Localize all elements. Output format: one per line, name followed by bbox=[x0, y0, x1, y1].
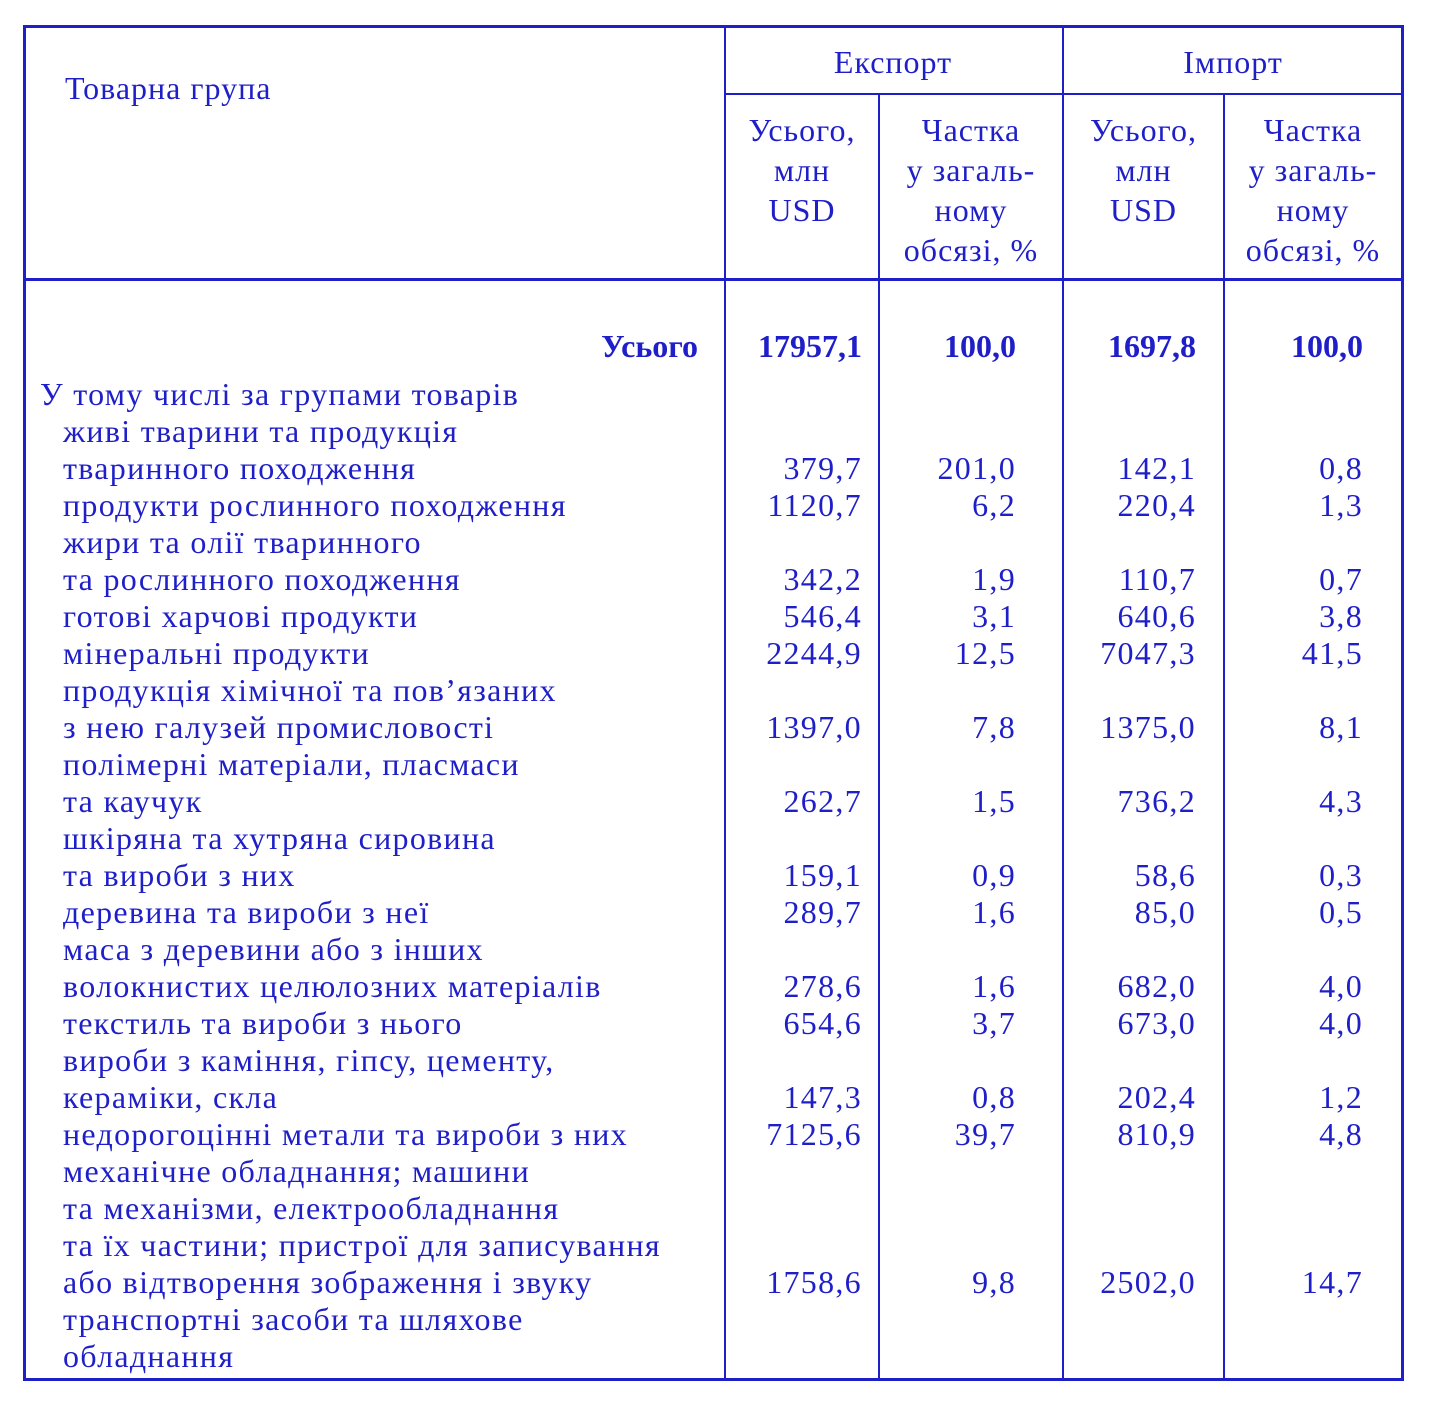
import-total-cell: 640,6 bbox=[1117, 598, 1196, 634]
table-row bbox=[26, 1301, 1401, 1375]
table-row bbox=[26, 746, 1401, 820]
row-label-line: механічне обладнання; машини bbox=[63, 1153, 531, 1189]
table-row bbox=[26, 894, 1401, 931]
header-line: Частка bbox=[1263, 112, 1363, 148]
export-total-cell: 147,3 bbox=[783, 1079, 862, 1115]
import-total-cell: 110,7 bbox=[1118, 561, 1196, 597]
header-line: млн bbox=[773, 152, 831, 188]
export-total-cell: 278,6 bbox=[783, 968, 862, 1004]
row-label-line: шкіряна та хутряна сировина bbox=[63, 820, 496, 856]
import-total-cell: 58,6 bbox=[1134, 857, 1196, 893]
row-label-line: деревина та вироби з неї bbox=[63, 894, 430, 930]
export-total-cell: 289,7 bbox=[783, 894, 862, 930]
export-total-cell: 7125,6 bbox=[766, 1116, 862, 1152]
total-export-value: 17957,1 bbox=[758, 328, 862, 364]
header-line: ному bbox=[934, 192, 1008, 228]
header-import-total bbox=[1064, 110, 1223, 230]
import-total-cell: 202,4 bbox=[1117, 1079, 1196, 1115]
body-rows bbox=[26, 376, 1401, 1375]
import-total-cell: 810,9 bbox=[1117, 1116, 1196, 1152]
table-row bbox=[26, 1153, 1401, 1301]
row-label-line: або відтворення зображення і звуку bbox=[63, 1264, 593, 1300]
import-share-cell: 0,3 bbox=[1319, 857, 1363, 893]
export-total-cell: 546,4 bbox=[783, 598, 862, 634]
total-import-value: 1697,8 bbox=[1108, 328, 1196, 364]
export-total-cell: 159,1 bbox=[783, 857, 862, 893]
import-total-cell: 1375,0 bbox=[1100, 709, 1196, 745]
import-share-cell: 3,8 bbox=[1319, 598, 1363, 634]
import-share-cell: 0,7 bbox=[1319, 561, 1363, 597]
row-label-line: з нею галузей промисловості bbox=[63, 709, 495, 745]
table-row bbox=[26, 413, 1401, 487]
row-label-line: полімерні матеріали, пласмаси bbox=[63, 746, 520, 782]
export-share-cell: 1,5 bbox=[972, 783, 1016, 819]
export-share-cell: 1,6 bbox=[972, 894, 1016, 930]
total-export-share: 100,0 bbox=[944, 328, 1016, 364]
export-total-cell: 1397,0 bbox=[766, 709, 862, 745]
header-import-share bbox=[1225, 110, 1401, 270]
row-label-line: та вироби з них bbox=[63, 857, 296, 893]
import-share-cell: 4,8 bbox=[1319, 1116, 1363, 1152]
export-share-cell: 3,7 bbox=[972, 1005, 1016, 1041]
row-label-line: продукція хімічної та пов’язаних bbox=[63, 672, 557, 708]
export-total-cell: 2244,9 bbox=[766, 635, 862, 671]
export-total-cell: 1758,6 bbox=[766, 1264, 862, 1300]
row-label-line: текстиль та вироби з нього bbox=[63, 1005, 463, 1041]
table-row bbox=[26, 1005, 1401, 1042]
table-row bbox=[26, 635, 1401, 672]
trade-table bbox=[23, 25, 1404, 1381]
rows-container bbox=[26, 413, 1401, 1375]
table-row bbox=[26, 931, 1401, 1005]
import-total-cell: 736,2 bbox=[1117, 783, 1196, 819]
export-total-cell: 262,7 bbox=[783, 783, 862, 819]
import-total-cell: 85,0 bbox=[1134, 894, 1196, 930]
row-label-line: транспортні засоби та шляхове bbox=[63, 1301, 524, 1337]
header-line: Усього, bbox=[748, 112, 856, 148]
header-line: обсязі, % bbox=[903, 232, 1039, 268]
row-label-line: мінеральні продукти bbox=[63, 635, 370, 671]
row-label-line: готові харчові продукти bbox=[63, 598, 419, 634]
export-share-cell: 0,9 bbox=[972, 857, 1016, 893]
import-total-cell: 673,0 bbox=[1117, 1005, 1196, 1041]
export-share-cell: 1,9 bbox=[972, 561, 1016, 597]
row-label-line: тваринного походження bbox=[63, 450, 417, 486]
export-total-cell: 654,6 bbox=[783, 1005, 862, 1041]
divider-header-bottom bbox=[26, 278, 1401, 281]
row-label-line: волокнистих целюлозних матеріалів bbox=[63, 968, 602, 1004]
header-line: у загаль- bbox=[906, 152, 1036, 188]
export-share-cell: 7,8 bbox=[972, 709, 1016, 745]
table-row bbox=[26, 524, 1401, 598]
header-line: млн bbox=[1115, 152, 1172, 188]
row-label-line: та рослинного походження bbox=[63, 561, 461, 597]
export-share-cell: 39,7 bbox=[954, 1116, 1016, 1152]
import-share-cell: 0,5 bbox=[1319, 894, 1363, 930]
row-label-line: та механізми, електрообладнання bbox=[63, 1190, 560, 1226]
header-line: у загаль- bbox=[1248, 152, 1378, 188]
export-share-cell: 3,1 bbox=[972, 598, 1016, 634]
table-row bbox=[26, 487, 1401, 524]
import-total-cell: 2502,0 bbox=[1100, 1264, 1196, 1300]
header-line: Усього, bbox=[1090, 112, 1197, 148]
header-export: Експорт bbox=[833, 44, 953, 80]
import-share-cell: 0,8 bbox=[1319, 450, 1363, 486]
header-export-share bbox=[880, 110, 1062, 270]
row-label-line: недорогоцінні метали та вироби з них bbox=[63, 1116, 628, 1152]
row-label-line: жири та олії тваринного bbox=[63, 524, 422, 560]
export-share-cell: 0,8 bbox=[972, 1079, 1016, 1115]
row-label bbox=[26, 1301, 1401, 1375]
import-share-cell: 4,0 bbox=[1319, 968, 1363, 1004]
import-total-cell: 142,1 bbox=[1117, 450, 1196, 486]
header-group-label: Товарна група bbox=[65, 70, 272, 106]
row-label-line: та їх частини; пристрої для записування bbox=[63, 1227, 661, 1263]
import-share-cell: 14,7 bbox=[1301, 1264, 1363, 1300]
import-share-cell: 1,3 bbox=[1319, 487, 1363, 523]
header-line: обсязі, % bbox=[1245, 232, 1381, 268]
export-share-cell: 12,5 bbox=[954, 635, 1016, 671]
row-label-line: живі тварини та продукція bbox=[63, 413, 459, 449]
import-total-cell: 7047,3 bbox=[1100, 635, 1196, 671]
row-label-line: кераміки, скла bbox=[63, 1079, 279, 1115]
table-row bbox=[26, 672, 1401, 746]
table-row bbox=[26, 598, 1401, 635]
table-row bbox=[26, 820, 1401, 894]
import-total-cell: 220,4 bbox=[1117, 487, 1196, 523]
header-line: USD bbox=[1109, 192, 1177, 228]
export-total-cell: 342,2 bbox=[783, 561, 862, 597]
header-import: Імпорт bbox=[1183, 44, 1283, 80]
row-label-line: обладнання bbox=[63, 1338, 235, 1374]
export-total-cell: 379,7 bbox=[783, 450, 862, 486]
import-share-cell: 1,2 bbox=[1319, 1079, 1363, 1115]
total-row bbox=[26, 326, 1401, 366]
intro-row bbox=[26, 376, 1401, 413]
row-label-line: маса з деревини або з інших bbox=[63, 931, 484, 967]
total-import-share: 100,0 bbox=[1291, 328, 1363, 364]
import-share-cell: 4,3 bbox=[1319, 783, 1363, 819]
table-row bbox=[26, 1116, 1401, 1153]
import-total-cell: 682,0 bbox=[1117, 968, 1196, 1004]
header-line: ному bbox=[1276, 192, 1350, 228]
export-share-cell: 9,8 bbox=[972, 1264, 1016, 1300]
header-line: Частка bbox=[921, 112, 1021, 148]
export-total-cell: 1120,7 bbox=[767, 487, 862, 523]
row-label-line: продукти рослинного походження bbox=[63, 487, 567, 523]
divider-header-mid bbox=[724, 93, 1401, 95]
export-share-cell: 201,0 bbox=[937, 450, 1016, 486]
import-share-cell: 8,1 bbox=[1319, 709, 1363, 745]
table-row bbox=[26, 1042, 1401, 1116]
export-share-cell: 1,6 bbox=[972, 968, 1016, 1004]
total-label: Усього bbox=[601, 328, 698, 364]
row-label-line: та каучук bbox=[63, 783, 203, 819]
header-export-total bbox=[726, 110, 878, 230]
header-line: USD bbox=[768, 192, 836, 228]
import-share-cell: 41,5 bbox=[1301, 635, 1363, 671]
row-label-line: вироби з каміння, гіпсу, цементу, bbox=[63, 1042, 555, 1078]
export-share-cell: 6,2 bbox=[972, 487, 1016, 523]
intro-text: У тому числі за групами товарів bbox=[40, 376, 520, 412]
import-share-cell: 4,0 bbox=[1319, 1005, 1363, 1041]
